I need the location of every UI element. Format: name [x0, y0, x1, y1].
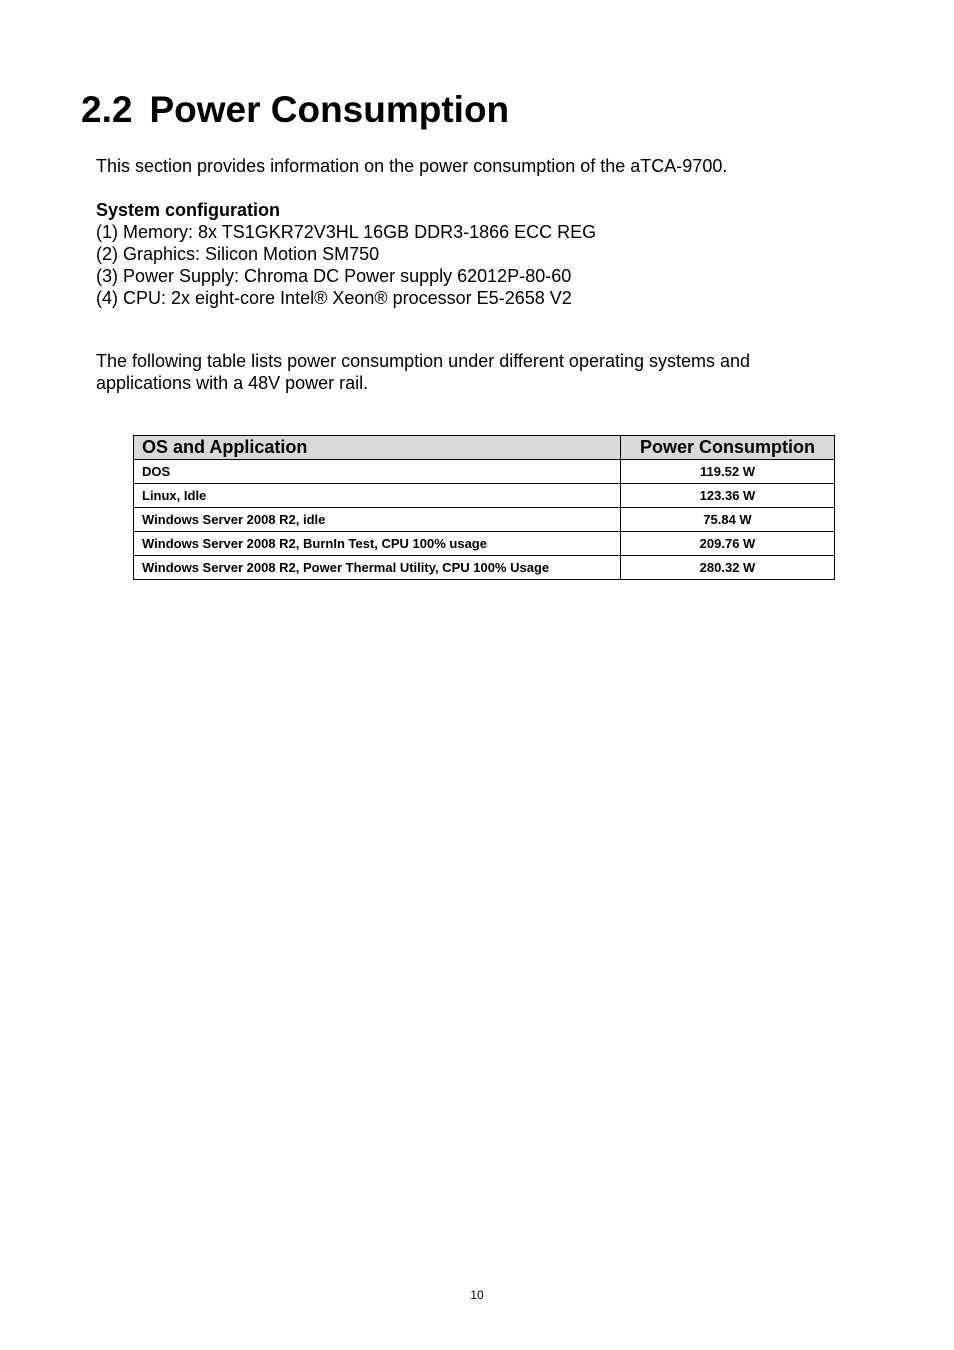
section-number: 2.2	[81, 89, 133, 130]
os-cell: Windows Server 2008 R2, Power Thermal Utility, CPU 100% Usage	[134, 556, 621, 580]
os-cell: DOS	[134, 460, 621, 484]
os-cell: Windows Server 2008 R2, BurnIn Test, CPU 100% usage	[134, 532, 621, 556]
intro-paragraph: This section provides information on the power consumption of the aTCA-9700.	[96, 156, 728, 176]
power-cell: 119.52 W	[621, 460, 835, 484]
os-cell: Linux, Idle	[134, 484, 621, 508]
config-item-cpu: (4) CPU: 2x eight-core Intel® Xeon® processor E5-2658 V2	[96, 288, 572, 308]
column-header-os: OS and Application	[134, 436, 621, 460]
system-configuration-title: System configuration	[96, 200, 281, 220]
os-cell: Windows Server 2008 R2, idle	[134, 508, 621, 532]
power-cell: 209.76 W	[621, 532, 835, 556]
column-header-power: Power Consumption	[621, 436, 835, 460]
power-cell: 75.84 W	[621, 508, 835, 532]
power-cell: 123.36 W	[621, 484, 835, 508]
table-row	[134, 556, 835, 580]
config-item-memory: (1) Memory: 8x TS1GKR72V3HL 16GB DDR3-1866 ECC REG	[96, 222, 597, 242]
table-description: The following table lists power consumption under different operating systems and applications with a 48V power rail.	[96, 351, 751, 393]
power-cell: 280.32 W	[621, 556, 835, 580]
config-item-power-supply: (3) Power Supply: Chroma DC Power supply 62012P-80-60	[96, 266, 572, 286]
section-heading	[81, 88, 509, 132]
system-configuration-list	[96, 221, 596, 309]
page-number: 10	[470, 1288, 484, 1302]
section-title: Power Consumption	[149, 89, 510, 130]
table-row	[134, 460, 835, 484]
config-item-graphics: (2) Graphics: Silicon Motion SM750	[96, 244, 380, 264]
system-configuration	[96, 199, 596, 309]
table-header-row	[134, 436, 835, 460]
table-row	[134, 484, 835, 508]
table-row	[134, 532, 835, 556]
table-row	[134, 508, 835, 532]
power-consumption-table	[133, 435, 835, 580]
